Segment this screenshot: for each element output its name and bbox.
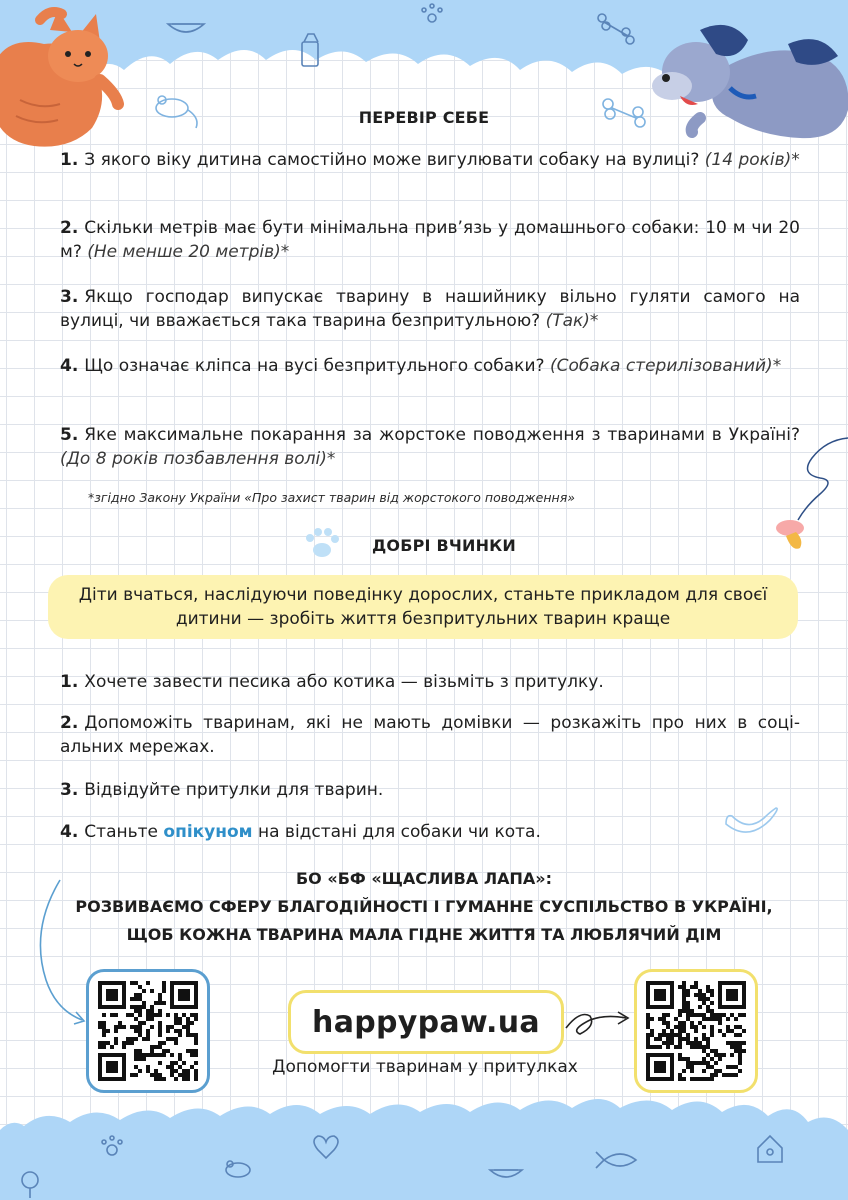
question-number: 2. — [60, 218, 79, 238]
deed-text: Допоможіть тваринам, які не мають домівки — розкажіть про них в соціальних мережах. — [60, 713, 800, 757]
question-text: Скільки метрів має бути мінімальна прив’язь у домашнього собаки: 10 м чи 20 м? — [60, 218, 800, 262]
deed-number: 2. — [60, 713, 79, 733]
fish-icon — [596, 1152, 636, 1168]
foundation-slogan — [0, 865, 848, 949]
check-yourself-title: ПЕРЕВІР СЕБЕ — [358, 108, 490, 127]
tag-bottom-icon — [22, 1172, 38, 1198]
question-text: З якого віку дитина самостійно може вигулювати собаку на вулиці? — [84, 150, 700, 170]
deed-number: 4. — [60, 822, 79, 842]
deed-number: 3. — [60, 780, 79, 800]
top-cloud-band — [0, 0, 848, 100]
question-answer: (Не менше 20 метрів)* — [87, 242, 290, 262]
question-number: 3. — [60, 287, 79, 307]
milk-icon — [302, 34, 318, 66]
deed-text-before: Станьте — [84, 822, 158, 842]
parents-callout — [48, 575, 798, 639]
question-answer: (Собака стерилізований)* — [549, 356, 782, 376]
slogan-line-1: БО «БФ «ЩАСЛИВА ЛАПА»: — [295, 869, 552, 888]
question-number: 1. — [60, 150, 79, 170]
qr-code — [98, 981, 198, 1081]
question-answer: (Так)* — [545, 311, 599, 331]
paw-icon — [422, 4, 442, 22]
good-deed-2 — [60, 711, 800, 759]
question-5 — [60, 423, 800, 471]
paw-bottom-icon — [102, 1136, 122, 1155]
question-3 — [60, 285, 800, 333]
qr-code-left[interactable] — [86, 969, 210, 1093]
question-text: Яке максимальне покарання за жорстоке поводження з тваринами в Україні? — [84, 425, 800, 445]
bottom-cloud-band — [0, 1099, 848, 1200]
heart-icon — [314, 1136, 338, 1158]
question-2 — [60, 216, 800, 264]
question-number: 5. — [60, 425, 79, 445]
question-text: Що означає кліпса на вусі безпритульного собаки? — [84, 356, 545, 376]
deed-text: Відвідуйте притулки для тварин. — [84, 780, 384, 800]
qr-code-right[interactable] — [634, 969, 758, 1093]
law-footnote: *згідно Закону України «Про захист тварин від жорстокого поводження» — [88, 490, 575, 505]
mouse-bottom-icon — [226, 1161, 250, 1177]
qr-code — [646, 981, 746, 1081]
bone-icon — [598, 14, 634, 44]
toy-string — [798, 438, 848, 520]
question-4 — [60, 354, 800, 378]
bowl-icon — [168, 24, 204, 32]
help-shelters-text: Допомогти тваринам у притулках — [272, 1057, 578, 1077]
slogan-line-2: РОЗВИВАЄМО СФЕРУ БЛАГОДІЙНОСТІ І ГУМАННЕ СУСПІЛЬСТВО В УКРАЇНІ, — [75, 897, 773, 916]
deed-number: 1. — [60, 672, 79, 692]
website-link[interactable]: happypaw.ua — [288, 990, 564, 1054]
slogan-line-3: ЩОБ КОЖНА ТВАРИНА МАЛА ГІДНЕ ЖИТТЯ ТА ЛЮБЛЯЧИЙ ДІМ — [126, 925, 722, 944]
question-1 — [60, 148, 800, 172]
callout-text: Діти вчаться, наслідуючи поведінку дорослих, станьте прикладом для своєї дитини — зробіть життя безпритульних тварин краще — [78, 585, 768, 629]
good-deed-4 — [60, 820, 800, 844]
question-text: Якщо господар випускає тварину в нашийнику вільно гуляти самого на вулиці, чи вважається така тварина безпритульною? — [60, 287, 800, 331]
question-answer: (До 8 років позбавлення волі)* — [60, 449, 336, 469]
deed-text-after: на відстані для собаки чи кота. — [258, 822, 541, 842]
question-answer: (14 років)* — [704, 150, 800, 170]
scribble-arrow — [566, 1015, 626, 1035]
good-deed-3 — [60, 778, 800, 802]
deed-text: Хочете завести песика або котика — візьміть з притулку. — [84, 672, 604, 692]
house-icon — [758, 1136, 782, 1162]
good-deeds-title: ДОБРІ ВЧИНКИ — [371, 536, 517, 555]
bowl-bottom-icon — [490, 1170, 522, 1177]
good-deed-1 — [60, 670, 800, 694]
question-number: 4. — [60, 356, 79, 376]
guardian-link[interactable]: опікуном — [163, 822, 253, 842]
